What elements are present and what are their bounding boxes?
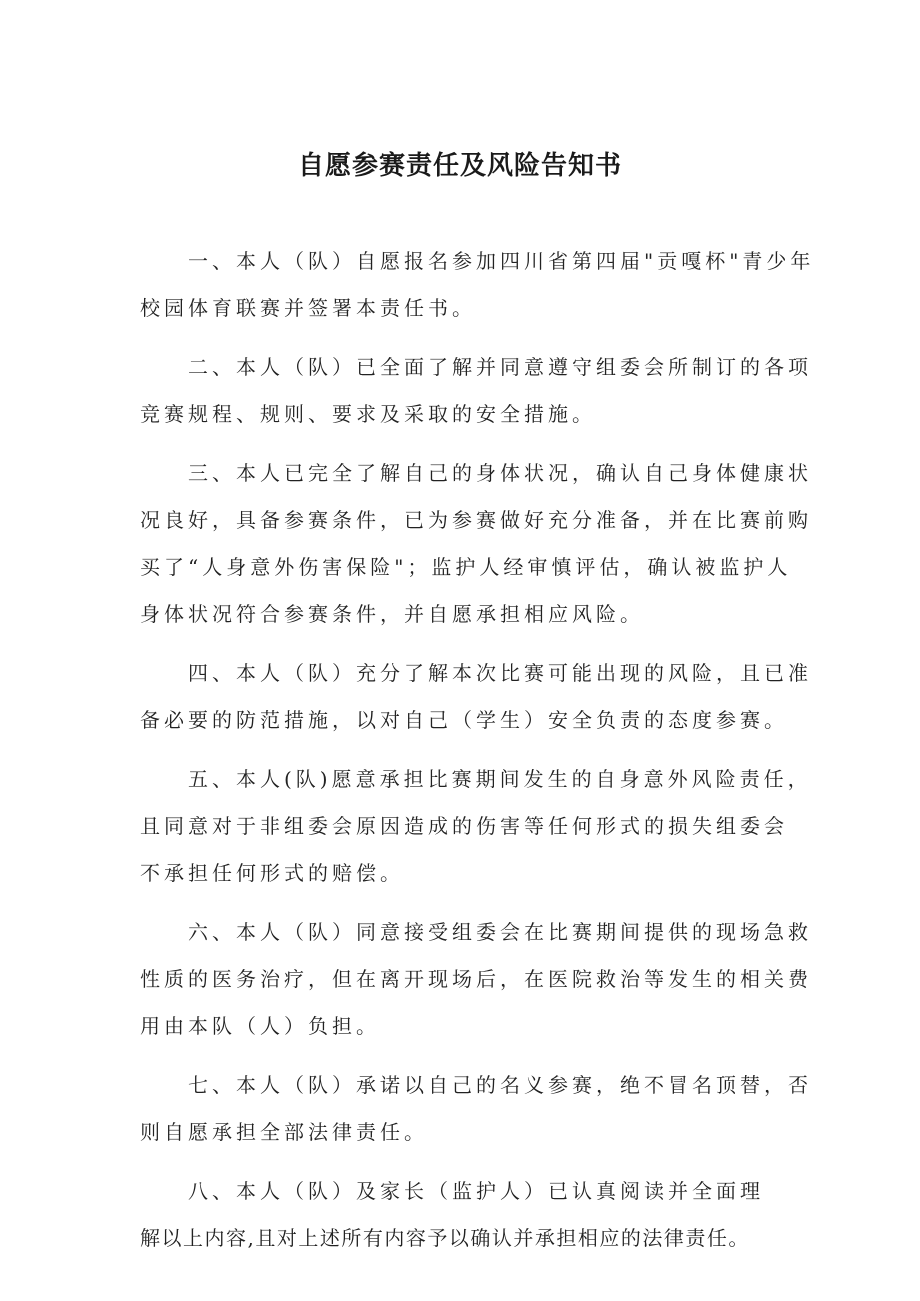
paragraph-4 [140,650,812,744]
paragraph-line: 校园体育联赛并签署本责任书。 [140,296,476,320]
paragraph-6 [140,909,812,1050]
paragraph-8 [140,1168,788,1262]
paragraph-line: 且同意对于非组委会原因造成的伤害等任何形式的损失组委会 [140,814,788,838]
paragraph-1 [140,238,815,332]
paragraph-line: 六、本人（队）同意接受组委会在比赛期间提供的现场急救 [188,920,812,944]
document-body [140,238,815,1274]
paragraph-line: 况良好，具备参赛条件，已为参赛做好充分准备，并在比赛前购 [140,508,812,532]
paragraph-line: 二、本人（队）已全面了解并同意遵守组委会所制订的各项 [188,355,812,379]
paragraph-2 [140,344,812,438]
paragraph-line: 八、本人（队）及家长（监护人）已认真阅读并全面理 [188,1179,764,1203]
paragraph-7 [140,1062,812,1156]
paragraph-line: 买了“人身意外伤害保险"；监护人经审慎评估，确认被监护人 [140,555,792,579]
paragraph-3 [140,450,812,638]
document-title: 自愿参赛责任及风险告知书 [297,151,622,181]
paragraph-line: 性质的医务治疗，但在离开现场后，在医院救治等发生的相关费 [140,967,812,991]
paragraph-line: 三、本人已完全了解自己的身体状况，确认自己身体健康状 [188,461,812,485]
paragraph-line: 不承担任何形式的赔偿。 [140,861,404,885]
paragraph-line: 解以上内容,且对上述所有内容予以确认并承担相应的法律责任。 [140,1226,750,1250]
paragraph-line: 四、本人（队）充分了解本次比赛可能出现的风险，且已准 [188,661,812,685]
paragraph-5 [140,756,812,897]
paragraph-line: 七、本人（队）承诺以自己的名义参赛，绝不冒名顶替，否 [188,1073,812,1097]
paragraph-line: 一、本人（队）自愿报名参加四川省第四届"贡嘎杯"青少年 [188,249,815,273]
paragraph-line: 竞赛规程、规则、要求及采取的安全措施。 [140,402,596,426]
paragraph-line: 则自愿承担全部法律责任。 [140,1120,428,1144]
paragraph-line: 五、本人(队)愿意承担比赛期间发生的自身意外风险责任， [188,767,812,791]
paragraph-line: 身体状况符合参赛条件，并自愿承担相应风险。 [140,602,644,626]
paragraph-line: 用由本队（人）负担。 [140,1014,380,1038]
paragraph-line: 备必要的防范措施，以对自己（学生）安全负责的态度参赛。 [140,708,788,732]
